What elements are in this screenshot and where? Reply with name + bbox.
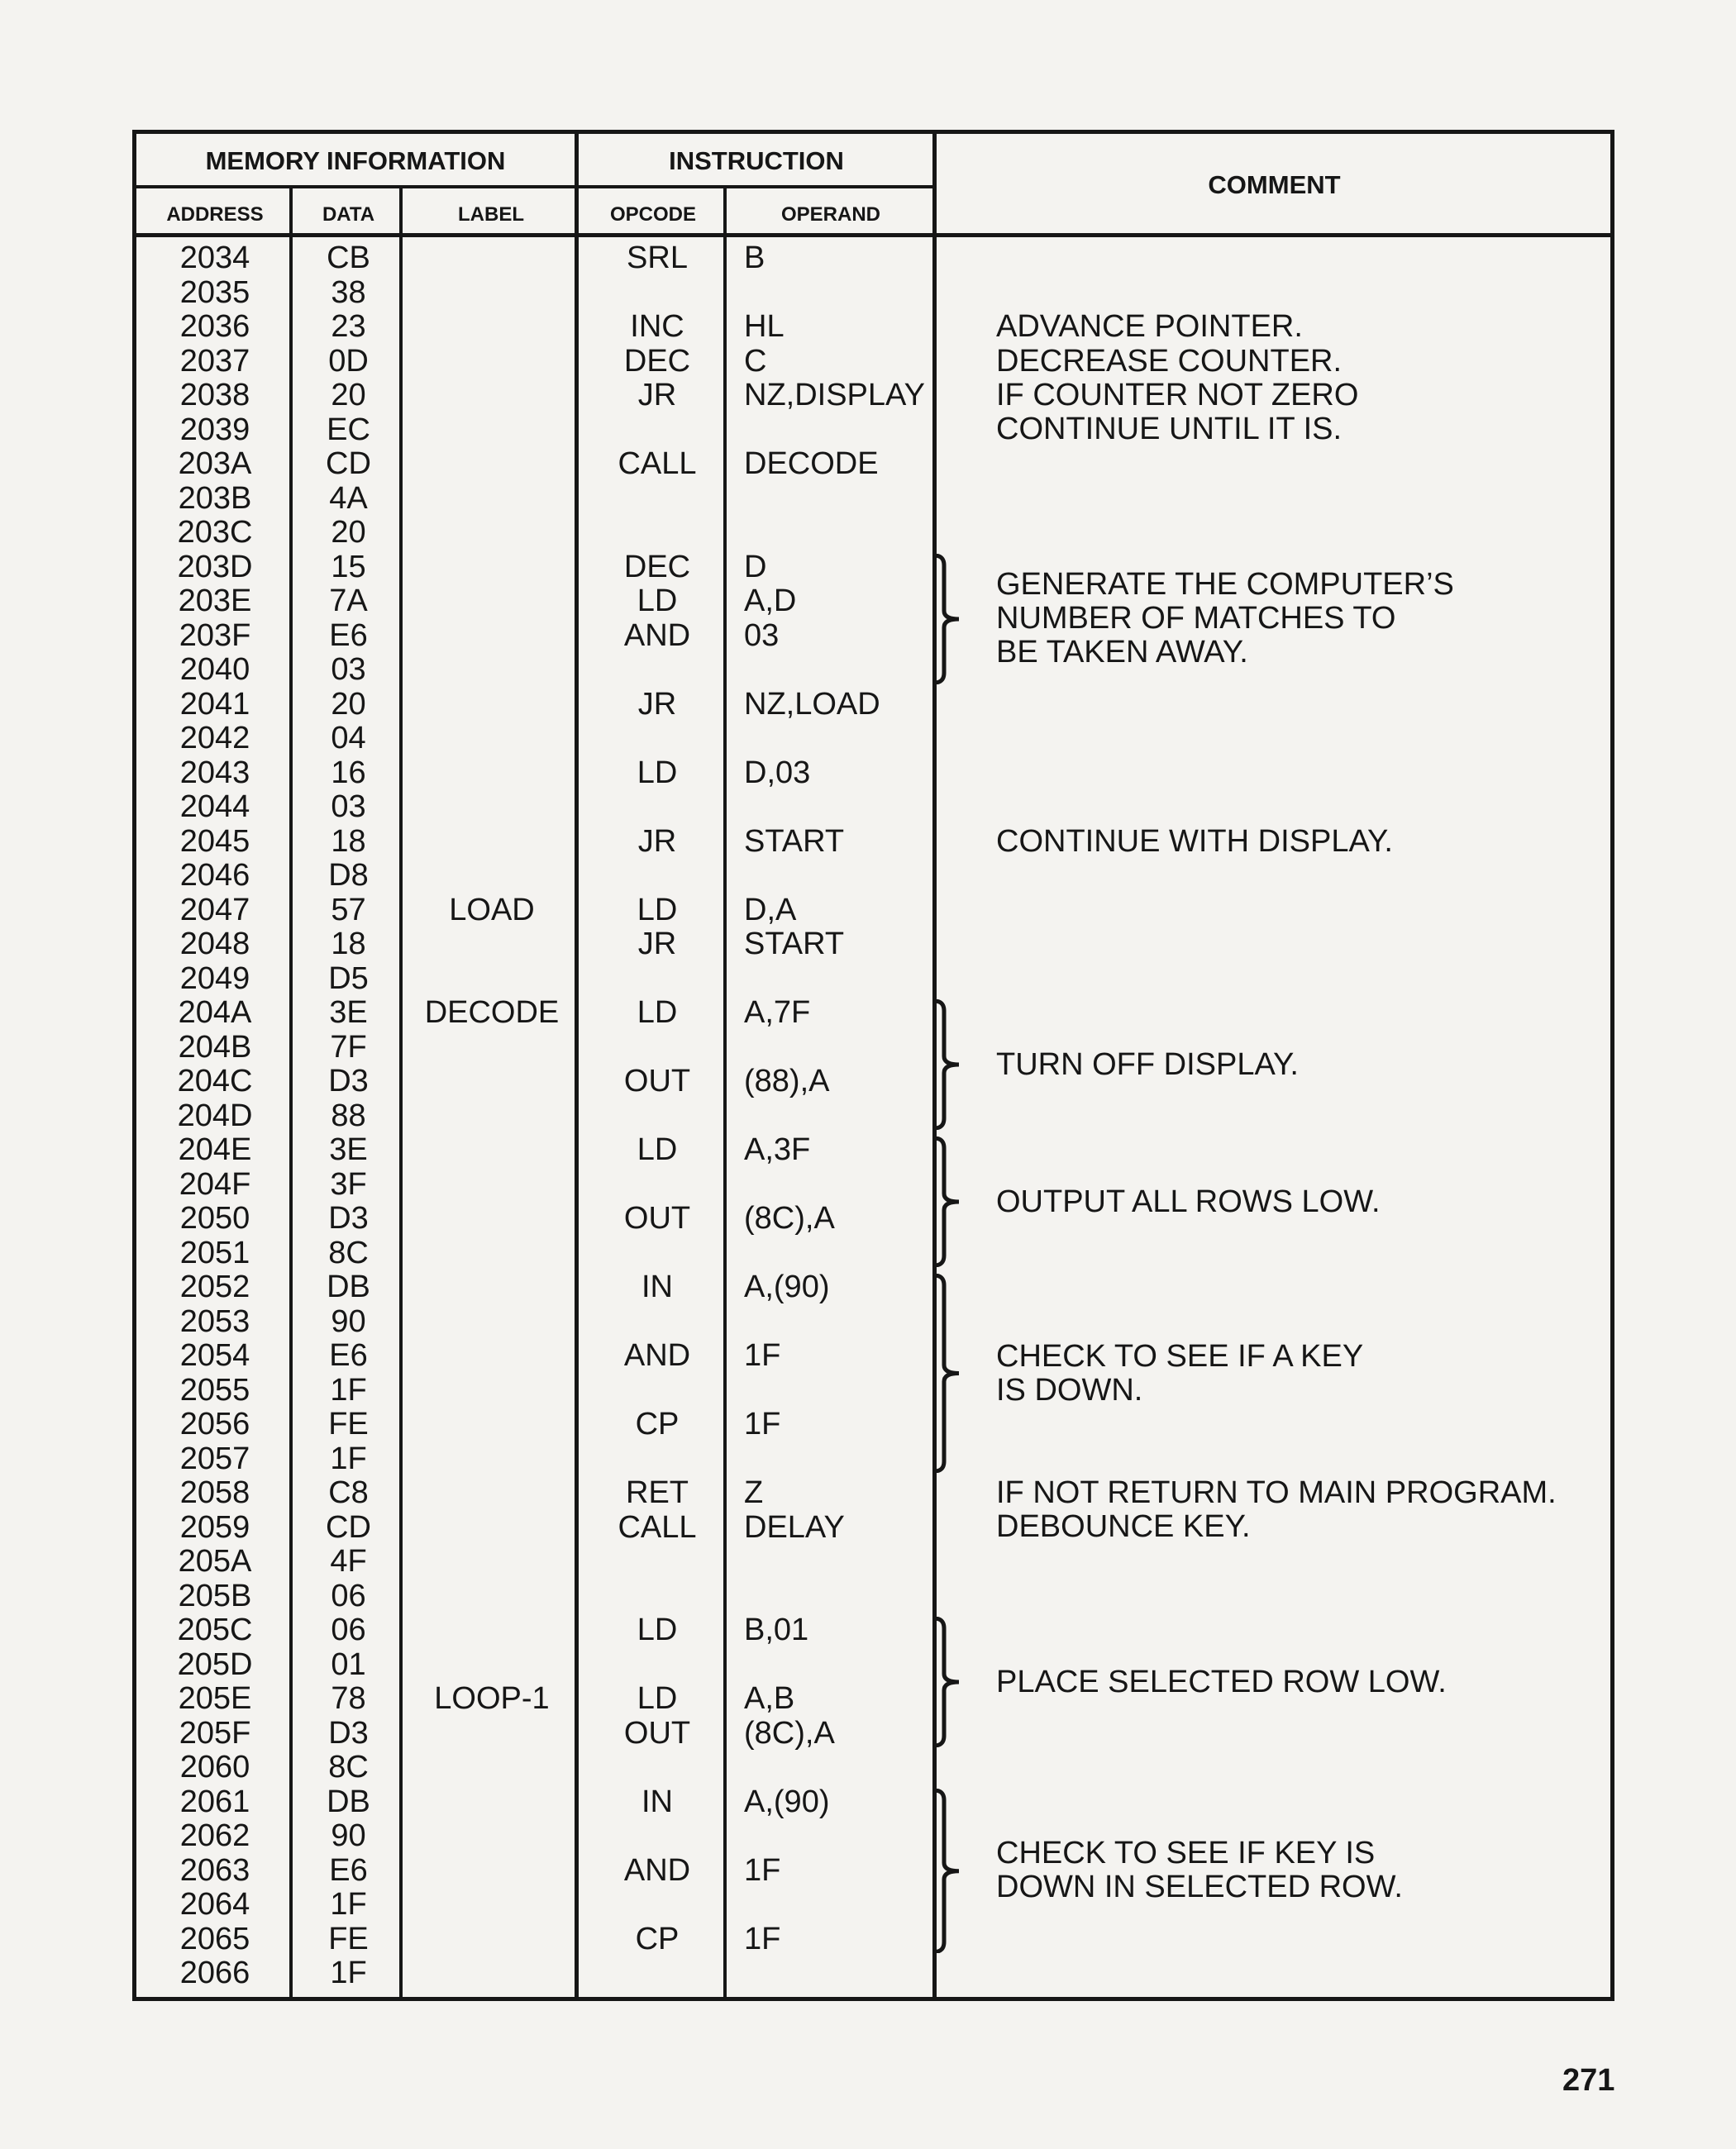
comment-text: CHECK TO SEE IF KEY IS DOWN IN SELECTED ROW. — [996, 1836, 1403, 1905]
address-cell: 2052 — [179, 1270, 250, 1304]
data-cell: EC — [327, 412, 370, 447]
table-row — [136, 310, 1619, 344]
curly-brace-icon — [932, 999, 966, 1130]
address-cell: 2057 — [179, 1441, 250, 1476]
data-cell: 90 — [331, 1818, 366, 1853]
operand-cell: B,01 — [744, 1613, 809, 1647]
address-cell: 203A — [178, 446, 252, 481]
curly-brace-icon — [932, 1274, 966, 1473]
operand-cell: A,B — [744, 1681, 795, 1716]
address-cell: 205A — [178, 1544, 252, 1579]
address-cell: 2043 — [179, 755, 250, 790]
table-row — [136, 790, 1619, 824]
table-row — [136, 482, 1619, 516]
data-cell: 3E — [329, 995, 368, 1030]
data-cell: 88 — [331, 1098, 366, 1133]
opcode-cell: LD — [637, 892, 678, 927]
data-cell: 01 — [331, 1646, 366, 1682]
address-cell: 2053 — [179, 1303, 250, 1339]
comment-text: OUTPUT ALL ROWS LOW. — [996, 1184, 1381, 1219]
data-cell: 8C — [328, 1750, 369, 1784]
comment-text: TURN OFF DISPLAY. — [996, 1046, 1299, 1082]
table-row — [136, 1133, 1619, 1167]
data-cell: 8C — [328, 1235, 369, 1270]
table-row — [136, 1956, 1619, 1990]
operand-cell: (8C),A — [744, 1201, 835, 1236]
data-cell: DB — [327, 1784, 370, 1819]
data-cell: 16 — [331, 755, 366, 790]
page-number: 271 — [1562, 2063, 1615, 2098]
address-cell: 2041 — [179, 686, 250, 722]
address-cell: 203C — [177, 515, 253, 550]
opcode-cell: OUT — [623, 1064, 691, 1098]
assembly-listing-table — [132, 130, 1614, 2001]
data-cell: 7F — [330, 1029, 367, 1065]
label-cell: LOOP-1 — [434, 1681, 550, 1716]
table-row — [136, 1717, 1619, 1751]
data-cell: DB — [327, 1270, 370, 1304]
data-cell: 20 — [331, 515, 366, 550]
comment-text: PLACE SELECTED ROW LOW. — [996, 1664, 1447, 1699]
table-row — [136, 1751, 1619, 1784]
address-cell: 2063 — [179, 1852, 250, 1888]
address-cell: 203D — [177, 549, 253, 584]
opcode-cell: CP — [635, 1921, 680, 1956]
data-cell: 38 — [331, 274, 366, 310]
opcode-cell: CP — [635, 1407, 680, 1441]
table-row — [136, 447, 1619, 481]
header-label: LABEL — [458, 203, 524, 226]
data-cell: 20 — [331, 378, 366, 412]
header-instruction: INSTRUCTION — [669, 146, 844, 175]
header-operand: OPERAND — [780, 203, 880, 226]
opcode-cell: AND — [623, 1852, 691, 1888]
operand-cell: Z — [744, 1475, 764, 1510]
table-row — [136, 722, 1619, 755]
address-cell: 2037 — [179, 343, 250, 379]
address-cell: 2066 — [179, 1956, 250, 1990]
table-row — [136, 345, 1619, 379]
header-opcode: OPCODE — [609, 203, 696, 226]
table-row — [136, 1168, 1619, 1202]
address-cell: 2045 — [179, 823, 250, 859]
table-row — [136, 996, 1619, 1030]
data-cell: 90 — [331, 1303, 366, 1339]
operand-cell: NZ,LOAD — [744, 686, 880, 722]
operand-cell: 1F — [744, 1852, 781, 1888]
table-row — [136, 1374, 1619, 1408]
curly-brace-icon — [932, 1136, 966, 1267]
header-comment: COMMENT — [1208, 170, 1341, 199]
data-cell: 06 — [331, 1613, 366, 1647]
data-cell: 18 — [331, 823, 366, 859]
operand-cell: HL — [744, 309, 785, 344]
table-row — [136, 276, 1619, 310]
opcode-cell: OUT — [623, 1715, 691, 1751]
address-cell: 2047 — [179, 892, 250, 927]
operand-cell: START — [744, 823, 845, 859]
address-cell: 204E — [178, 1132, 252, 1167]
address-cell: 2049 — [179, 960, 250, 996]
opcode-cell: LD — [637, 1681, 678, 1716]
data-cell: 03 — [331, 652, 366, 687]
opcode-cell: JR — [637, 927, 677, 961]
operand-cell: (88),A — [744, 1064, 830, 1098]
data-cell: 7A — [329, 584, 368, 618]
address-cell: 204A — [178, 995, 252, 1030]
data-cell: D5 — [328, 960, 369, 996]
address-cell: 2060 — [179, 1750, 250, 1784]
operand-cell: A,7F — [744, 995, 811, 1030]
data-cell: 3F — [330, 1166, 367, 1202]
table-row — [136, 825, 1619, 859]
address-cell: 2055 — [179, 1372, 250, 1408]
address-cell: 2042 — [179, 721, 250, 755]
data-cell: C8 — [328, 1475, 369, 1510]
header-address: ADDRESS — [166, 203, 264, 226]
address-cell: 2058 — [179, 1475, 250, 1510]
opcode-cell: LD — [637, 995, 678, 1030]
address-cell: 204B — [178, 1029, 252, 1065]
data-cell: 78 — [331, 1681, 366, 1716]
opcode-cell: DEC — [623, 343, 691, 379]
table-row — [136, 379, 1619, 412]
table-row — [136, 413, 1619, 447]
data-cell: 4A — [329, 480, 368, 516]
data-cell: 15 — [331, 549, 366, 584]
data-cell: 1F — [330, 1956, 367, 1990]
operand-cell: (8C),A — [744, 1715, 835, 1751]
data-cell: CB — [327, 241, 370, 275]
opcode-cell: RET — [626, 1475, 689, 1510]
data-cell: 3E — [329, 1132, 368, 1167]
data-cell: CD — [326, 1509, 371, 1545]
data-cell: FE — [328, 1407, 369, 1441]
address-cell: 204C — [177, 1064, 253, 1098]
data-cell: 57 — [331, 892, 366, 927]
table-row — [136, 1305, 1619, 1339]
address-cell: 2036 — [179, 309, 250, 344]
opcode-cell: DEC — [623, 549, 691, 584]
table-row — [136, 1237, 1619, 1270]
header-memory-information: MEMORY INFORMATION — [205, 146, 506, 175]
data-cell: 18 — [331, 927, 366, 961]
operand-cell: 03 — [744, 617, 780, 653]
operand-cell: A,(90) — [744, 1270, 830, 1304]
address-cell: 2034 — [179, 241, 250, 275]
address-cell: 2035 — [179, 274, 250, 310]
data-cell: 03 — [331, 789, 366, 824]
data-cell: CD — [326, 446, 371, 481]
data-cell: 06 — [331, 1578, 366, 1613]
operand-cell: C — [744, 343, 767, 379]
curly-brace-icon — [932, 1789, 966, 1954]
opcode-cell: JR — [637, 378, 677, 412]
address-cell: 203E — [178, 584, 252, 618]
table-row — [136, 962, 1619, 996]
comment-text: CONTINUE WITH DISPLAY. — [996, 823, 1393, 859]
data-cell: 0D — [328, 343, 369, 379]
address-cell: 2048 — [179, 927, 250, 961]
data-cell: FE — [328, 1921, 369, 1956]
operand-cell: NZ,DISPLAY — [744, 378, 925, 412]
address-cell: 2056 — [179, 1407, 250, 1441]
address-cell: 204D — [177, 1098, 253, 1133]
table-row — [136, 1785, 1619, 1819]
data-cell: 1F — [330, 1887, 367, 1922]
operand-cell: START — [744, 927, 845, 961]
table-row — [136, 516, 1619, 550]
data-cell: 20 — [331, 686, 366, 722]
operand-cell: D,A — [744, 892, 797, 927]
operand-cell: D — [744, 549, 767, 584]
table-row — [136, 688, 1619, 722]
table-row — [136, 1545, 1619, 1579]
address-cell: 205B — [178, 1578, 252, 1613]
data-cell: 4F — [330, 1544, 367, 1579]
address-cell: 2059 — [179, 1509, 250, 1545]
operand-cell: 1F — [744, 1338, 781, 1373]
table-row — [136, 241, 1619, 275]
header-divider — [136, 185, 934, 188]
address-cell: 205D — [177, 1646, 253, 1682]
table-row — [136, 859, 1619, 893]
comment-text: CHECK TO SEE IF A KEY IS DOWN. — [996, 1338, 1364, 1408]
data-cell: D3 — [328, 1715, 369, 1751]
table-row — [136, 1202, 1619, 1236]
opcode-cell: LD — [637, 755, 678, 790]
opcode-cell: LD — [637, 1132, 678, 1167]
operand-cell: DECODE — [744, 446, 879, 481]
data-cell: D3 — [328, 1064, 369, 1098]
data-cell: E6 — [329, 1852, 368, 1888]
operand-cell: 1F — [744, 1407, 781, 1441]
table-row — [136, 1339, 1619, 1373]
operand-cell: 1F — [744, 1921, 781, 1956]
address-cell: 2039 — [179, 412, 250, 447]
address-cell: 2046 — [179, 858, 250, 893]
operand-cell: A,3F — [744, 1132, 811, 1167]
table-row — [136, 1923, 1619, 1956]
comment-text: DECREASE COUNTER. — [996, 343, 1343, 379]
address-cell: 2040 — [179, 652, 250, 687]
comment-text: IF NOT RETURN TO MAIN PROGRAM. DEBOUNCE KEY. — [996, 1475, 1557, 1544]
opcode-cell: LD — [637, 1613, 678, 1647]
table-row — [136, 756, 1619, 790]
opcode-cell: LD — [637, 584, 678, 618]
table-row — [136, 1613, 1619, 1647]
data-cell: 23 — [331, 309, 366, 344]
data-cell: 1F — [330, 1372, 367, 1408]
opcode-cell: JR — [637, 686, 677, 722]
address-cell: 2062 — [179, 1818, 250, 1853]
label-cell: DECODE — [424, 995, 560, 1030]
address-cell: 2061 — [179, 1784, 250, 1819]
operand-cell: A,(90) — [744, 1784, 830, 1819]
operand-cell: B — [744, 241, 765, 275]
data-cell: D8 — [328, 858, 369, 893]
opcode-cell: CALL — [618, 446, 697, 481]
table-row — [136, 1580, 1619, 1613]
opcode-cell: OUT — [623, 1201, 691, 1236]
opcode-cell: IN — [641, 1270, 673, 1304]
comment-text: GENERATE THE COMPUTER’S NUMBER OF MATCHES TO BE TAKEN AWAY. — [996, 567, 1454, 669]
opcode-cell: SRL — [627, 241, 688, 275]
table-row — [136, 927, 1619, 961]
data-cell: E6 — [329, 1338, 368, 1373]
address-cell: 204F — [179, 1166, 251, 1202]
address-cell: 203F — [179, 617, 251, 653]
table-row — [136, 1065, 1619, 1098]
table-row — [136, 1031, 1619, 1065]
table-row — [136, 1099, 1619, 1133]
header-bottom-rule — [136, 233, 1614, 237]
data-cell: 1F — [330, 1441, 367, 1476]
table-row — [136, 893, 1619, 927]
table-row — [136, 1442, 1619, 1476]
comment-text: ADVANCE POINTER. — [996, 309, 1303, 344]
opcode-cell: JR — [637, 823, 677, 859]
curly-brace-icon — [932, 554, 966, 684]
table-row — [136, 1408, 1619, 1441]
address-cell: 205F — [179, 1715, 251, 1751]
comment-text: IF COUNTER NOT ZERO CONTINUE UNTIL IT IS. — [996, 378, 1359, 446]
address-cell: 2050 — [179, 1201, 250, 1236]
address-cell: 2054 — [179, 1338, 250, 1373]
address-cell: 2044 — [179, 789, 250, 824]
data-cell: 04 — [331, 721, 366, 755]
header-data: DATA — [322, 203, 375, 226]
address-cell: 2051 — [179, 1235, 250, 1270]
address-cell: 205E — [178, 1681, 252, 1716]
operand-cell: A,D — [744, 584, 797, 618]
address-cell: 2038 — [179, 378, 250, 412]
opcode-cell: CALL — [618, 1509, 697, 1545]
data-cell: D3 — [328, 1201, 369, 1236]
operand-cell: DELAY — [744, 1509, 845, 1545]
address-cell: 205C — [177, 1613, 253, 1647]
table-row — [136, 1270, 1619, 1304]
opcode-cell: AND — [623, 1338, 691, 1373]
data-cell: E6 — [329, 617, 368, 653]
address-cell: 203B — [178, 480, 252, 516]
label-cell: LOAD — [449, 892, 535, 927]
address-cell: 2065 — [179, 1921, 250, 1956]
address-cell: 2064 — [179, 1887, 250, 1922]
opcode-cell: INC — [630, 309, 684, 344]
operand-cell: D,03 — [744, 755, 811, 790]
curly-brace-icon — [932, 1617, 966, 1747]
opcode-cell: AND — [623, 617, 691, 653]
opcode-cell: IN — [641, 1784, 673, 1819]
